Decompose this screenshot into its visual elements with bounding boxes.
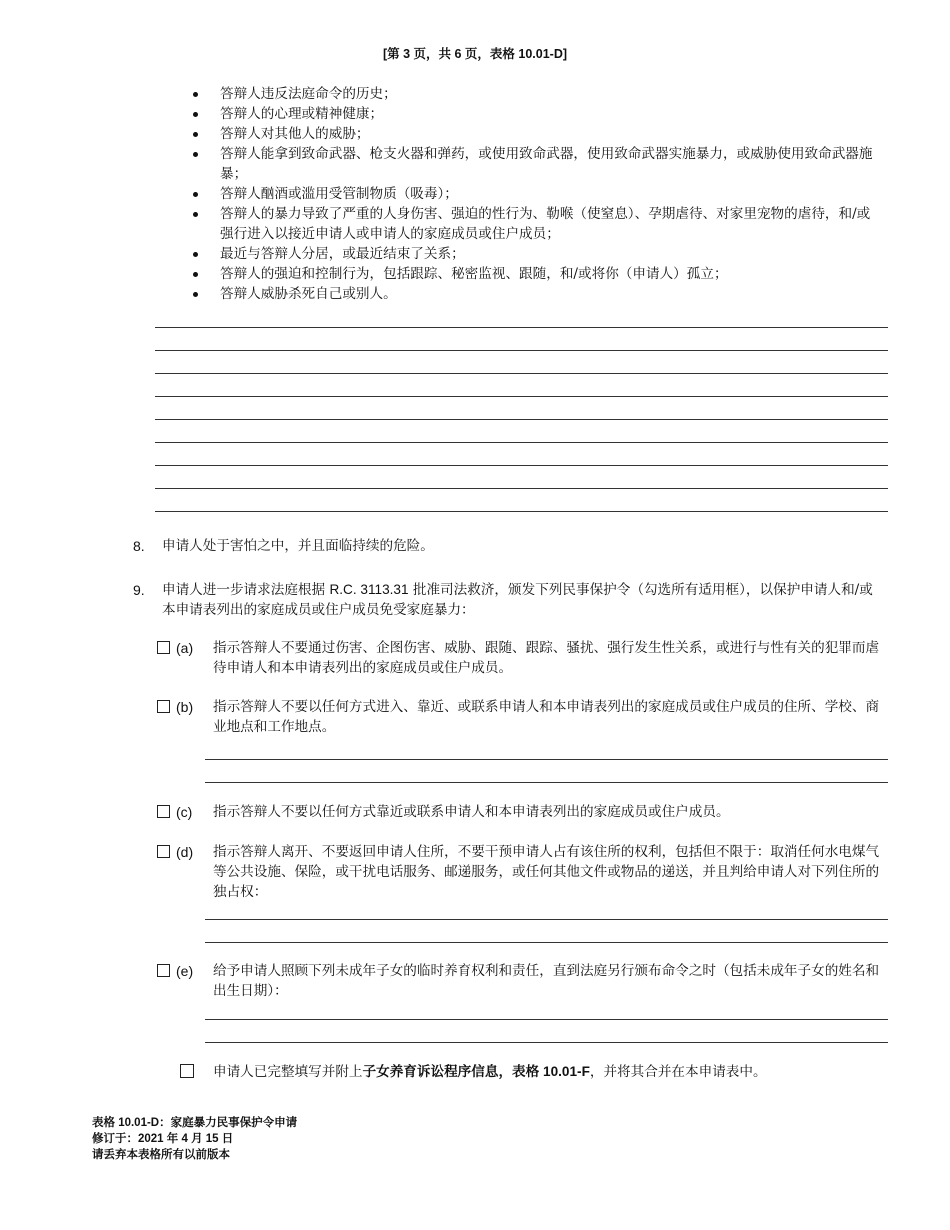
write-in-line[interactable]	[155, 442, 888, 443]
option-b-text: 指示答辩人不要以任何方式进入、靠近、或联系申请人和本申请表列出的家庭成员或住户成员的住所、学校、商业地点和工作地点。	[213, 699, 880, 735]
option-e-checkbox[interactable]	[157, 964, 170, 977]
list-item: 答辩人威胁杀死自己或别人。	[190, 284, 880, 304]
page-header: [第 3 页，共 6 页，表格 10.01-D]	[382, 47, 568, 61]
bullet-icon	[193, 92, 198, 97]
list-item: 答辩人酗酒或滥用受管制物质（吸毒）；	[190, 184, 880, 204]
write-in-line[interactable]	[155, 465, 888, 466]
list-item: 最近与答辩人分居，或最近结束了关系；	[190, 244, 880, 264]
list-item: 答辩人对其他人的威胁；	[190, 124, 880, 144]
write-in-line[interactable]	[155, 419, 888, 420]
child-info-checkbox[interactable]	[180, 1064, 194, 1078]
bullet-icon	[193, 272, 198, 277]
list-item: 答辩人的心理或精神健康；	[190, 104, 880, 124]
option-d-letter: (d)	[176, 844, 194, 860]
option-c-text: 指示答辩人不要以任何方式靠近或联系申请人和本申请表列出的家庭成员或住户成员。	[213, 804, 730, 820]
option-e-letter: (e)	[176, 963, 194, 979]
bullet-icon	[193, 292, 198, 297]
bullet-icon	[193, 212, 198, 217]
bullet-icon	[193, 112, 198, 117]
statute-ref: R.C. 3113.31	[329, 582, 409, 597]
option-a-text: 指示答辩人不要通过伤害、企图伤害、威胁、跟随、跟踪、骚扰、强行发生性关系，或进行与性有关的犯罪而虐待申请人和本申请表列出的家庭成员或住户成员。	[213, 640, 880, 676]
footer-form-title: 表格 10.01-D：家庭暴力民事保护令申请	[92, 1117, 298, 1129]
option-a-letter: (a)	[176, 640, 194, 656]
item-9-text: 申请人进一步请求法庭根据 R.C. 3113.31 批准司法救济，颁发下列民事保护令（勾选所有适用框），以保护申请人和/或本申请表列出的家庭成员或住户成员免受家庭暴力：	[162, 582, 873, 618]
bullet-icon	[193, 252, 198, 257]
option-a-checkbox[interactable]	[157, 641, 170, 654]
item-8-number: 8.	[133, 538, 145, 554]
option-e-write-line[interactable]	[205, 1042, 888, 1043]
item-9-number: 9.	[133, 582, 145, 598]
write-in-line[interactable]	[155, 327, 888, 328]
list-item: 答辩人的暴力导致了严重的人身伤害、强迫的性行为、勒喉（使窒息）、孕期虐待、对家里宠物的虐待，和/或强行进入以接近申请人或申请人的家庭成员或住户成员；	[190, 204, 880, 244]
page-footer	[92, 1115, 297, 1163]
option-c-checkbox[interactable]	[157, 805, 170, 818]
option-b-write-line[interactable]	[205, 759, 888, 760]
option-d-checkbox[interactable]	[157, 845, 170, 858]
option-c-letter: (c)	[176, 804, 193, 820]
list-item: 答辩人违反法庭命令的历史；	[190, 84, 880, 104]
write-in-line[interactable]	[155, 396, 888, 397]
option-e-write-line[interactable]	[205, 1019, 888, 1020]
write-in-line[interactable]	[155, 373, 888, 374]
option-b-checkbox[interactable]	[157, 700, 170, 713]
bullet-icon	[193, 192, 198, 197]
write-in-line[interactable]	[155, 511, 888, 512]
risk-factor-list	[190, 84, 880, 304]
option-b-letter: (b)	[176, 699, 194, 715]
footer-revision-date: 修订于：2021 年 4 月 15 日	[92, 1133, 234, 1145]
form-10-01-f-ref: 子女养育诉讼程序信息，表格 10.01-F	[362, 1064, 590, 1079]
footer-discard-note: 请丢弃本表格所有以前版本	[92, 1149, 230, 1161]
write-in-line[interactable]	[155, 350, 888, 351]
bullet-icon	[193, 132, 198, 137]
item-8-text: 申请人处于害怕之中，并且面临持续的危险。	[162, 538, 434, 554]
child-info-text: 申请人已完整填写并附上子女养育诉讼程序信息，表格 10.01-F，并将其合并在本申请表中。	[213, 1064, 767, 1080]
option-d-write-line[interactable]	[205, 942, 888, 943]
write-in-line[interactable]	[155, 488, 888, 489]
option-b-write-line[interactable]	[205, 782, 888, 783]
option-d-text: 指示答辩人离开、不要返回申请人住所，不要干预申请人占有该住所的权利，包括但不限于：取消任何水电煤气等公共设施、保险，或干扰电话服务、邮递服务，或任何其他文件或物品的递送，并且判给申请人对下列住所的独占权：	[213, 844, 880, 900]
list-item: 答辩人的强迫和控制行为，包括跟踪、秘密监视、跟随，和/或将你（申请人）孤立；	[190, 264, 880, 284]
list-item: 答辩人能拿到致命武器、枪支火器和弹药，或使用致命武器，使用致命武器实施暴力，或威胁使用致命武器施暴；	[190, 144, 880, 184]
bullet-icon	[193, 152, 198, 157]
option-d-write-line[interactable]	[205, 919, 888, 920]
option-e-text: 给予申请人照顾下列未成年子女的临时养育权利和责任，直到法庭另行颁布命令之时（包括未成年子女的姓名和出生日期）：	[213, 963, 880, 999]
